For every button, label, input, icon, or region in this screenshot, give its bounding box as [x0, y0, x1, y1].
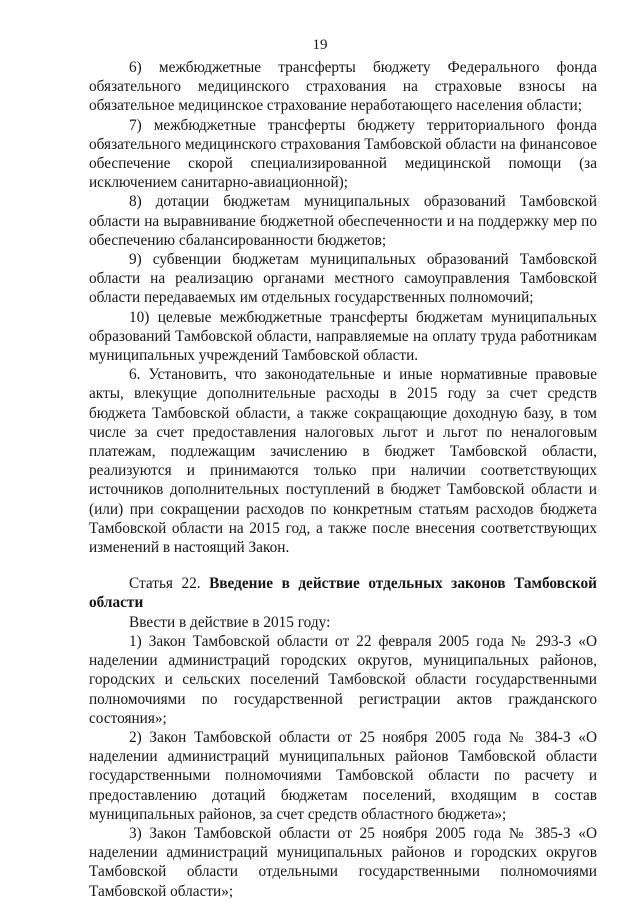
paragraph-clause-6: 6. Установить, что законодательные и иные нормативные правовые акты, влекущие дополнительные расходы в 2015 году за счет средств бюджета Тамбовской области, а также сокращающие доходную базу, в том числе за счет предоставления налоговых льгот и льгот по неналоговым платежам, подлежащим зачислению в бюджет Тамбовской области, реализуются и принимаются только при наличии соответствующих источников дополнительных поступлений в бюджет Тамбовской области и (или) при сокращении расходов по конкретным статьям расходов бюджета Тамбовской области на 2015 год, а также после внесения соответствующих изменений в настоящий Закон. — [89, 366, 597, 557]
paragraph-intro: Ввести в действие в 2015 году: — [129, 613, 331, 631]
section-spacer — [89, 557, 597, 574]
paragraph-law-2: 2) Закон Тамбовской области от 25 ноября 2005 года № 384-З «О наделении администраций муниципальных районов Тамбовской области государственными полномочиями Тамбовской области по расчету и предоставлению дотаций бюджетам поселений, входящим в состав муниципальных районов, за счет средств областного бюджета»; — [89, 728, 597, 823]
page-number: 19 — [312, 37, 328, 53]
article-title: Введение в действие отдельных законов Тамбовской области — [89, 575, 597, 612]
paragraph-law-3: 3) Закон Тамбовской области от 25 ноября 2005 года № 385-З «О наделении администраций муниципальных районов и городских округов Тамбовской области отдельными государственными полномочиями Тамбовской области»; — [89, 824, 597, 900]
article-prefix: Статья 22. — [129, 575, 201, 593]
paragraph-item-6: 6) межбюджетные трансферты бюджету Федерального фонда обязательного медицинского страхования на страховые взносы на обязательное медицинское страхование неработающего населения области; — [89, 59, 597, 115]
document-body — [89, 58, 597, 901]
paragraph-item-7: 7) межбюджетные трансферты бюджету территориального фонда обязательного медицинского страхования Тамбовской области на финансовое обеспечение скорой специализированной медицинской помощи (за исключением санитарно-авиационной); — [89, 116, 597, 192]
paragraph-law-1: 1) Закон Тамбовской области от 22 февраля 2005 года № 293-З «О наделении администраций городских округов, муниципальных районов, городских и сельских поселений Тамбовской области государственными полномочиями по государственной регистрации актов гражданского состояния»; — [89, 632, 597, 727]
paragraph-item-10: 10) целевые межбюджетные трансферты бюджетам муниципальных образований Тамбовской области, направляемые на оплату труда работникам муниципальных учреждений Тамбовской области. — [89, 308, 597, 365]
paragraph-item-8: 8) дотации бюджетам муниципальных образований Тамбовской области на выравнивание бюджетной обеспеченности и на поддержку мер по обеспечению сбалансированности бюджетов; — [89, 193, 597, 249]
paragraph-item-9: 9) субвенции бюджетам муниципальных образований Тамбовской области на реализацию органами местного самоуправления Тамбовской области передаваемых им отдельных государственных полномочий; — [89, 251, 597, 307]
article-heading — [89, 574, 597, 612]
